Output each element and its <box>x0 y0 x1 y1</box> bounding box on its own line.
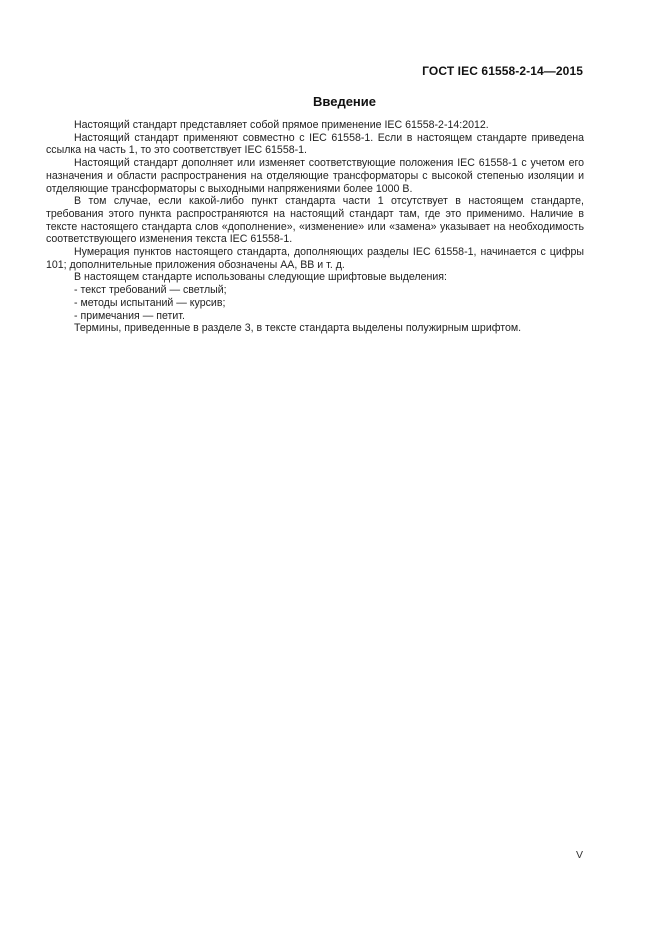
paragraph-used-with-part1: Настоящий стандарт применяют совместно с IEC 61558-1. Если в настоящем стандарте приведена ссылка на часть 1, то это соответствует IEC 61558-1. <box>46 131 584 157</box>
paragraph-direct-application: Настоящий стандарт представляет собой прямое применение IEC 61558-2-14:2012. <box>74 119 489 131</box>
section-title: Введение <box>313 94 376 109</box>
paragraph-terms-bold: Термины, приведенные в разделе 3, в тексте стандарта выделены полужирным шрифтом. <box>74 322 522 335</box>
paragraph-supplements-part1: Настоящий стандарт дополняет или изменяет соответствующие положения IEC 61558-1 с учетом его назначения и области распространения на отделяющие трансформаторы с высокой степенью изоляции и отделяющие трансформаторы с выходными напряжениями более 1000 В. <box>46 157 584 195</box>
paragraph-font-conventions-intro: В настоящем стандарте использованы следующие шрифтовые выделения: <box>74 271 447 284</box>
page-number: V <box>576 849 584 861</box>
font-list-item-requirements: - текст требований — светлый; <box>74 284 227 297</box>
paragraph-numbering: Нумерация пунктов настоящего стандарта, дополняющих разделы IEC 61558-1, начинается с цифры 101; дополнительные приложения обозначены AA, BB и т. д. <box>46 246 584 271</box>
introduction-body <box>46 119 584 335</box>
font-list-item-notes: - примечания — петит. <box>74 309 185 322</box>
font-list-item-test-methods: - методы испытаний — курсив; <box>74 296 226 309</box>
standard-code-header: ГОСТ IEC 61558-2-14—2015 <box>422 64 583 78</box>
paragraph-missing-clauses: В том случае, если какой-либо пункт стандарта части 1 отсутствует в настоящем стандарте, требования этого пункта распространяются на настоящий стандарт там, где это применимо. Наличие в тексте настоящего стандарта слов «дополнение», «изменение» или «замена» указывает на необходимость соответствующего изменения текста IEC 61558-1. <box>46 195 584 246</box>
